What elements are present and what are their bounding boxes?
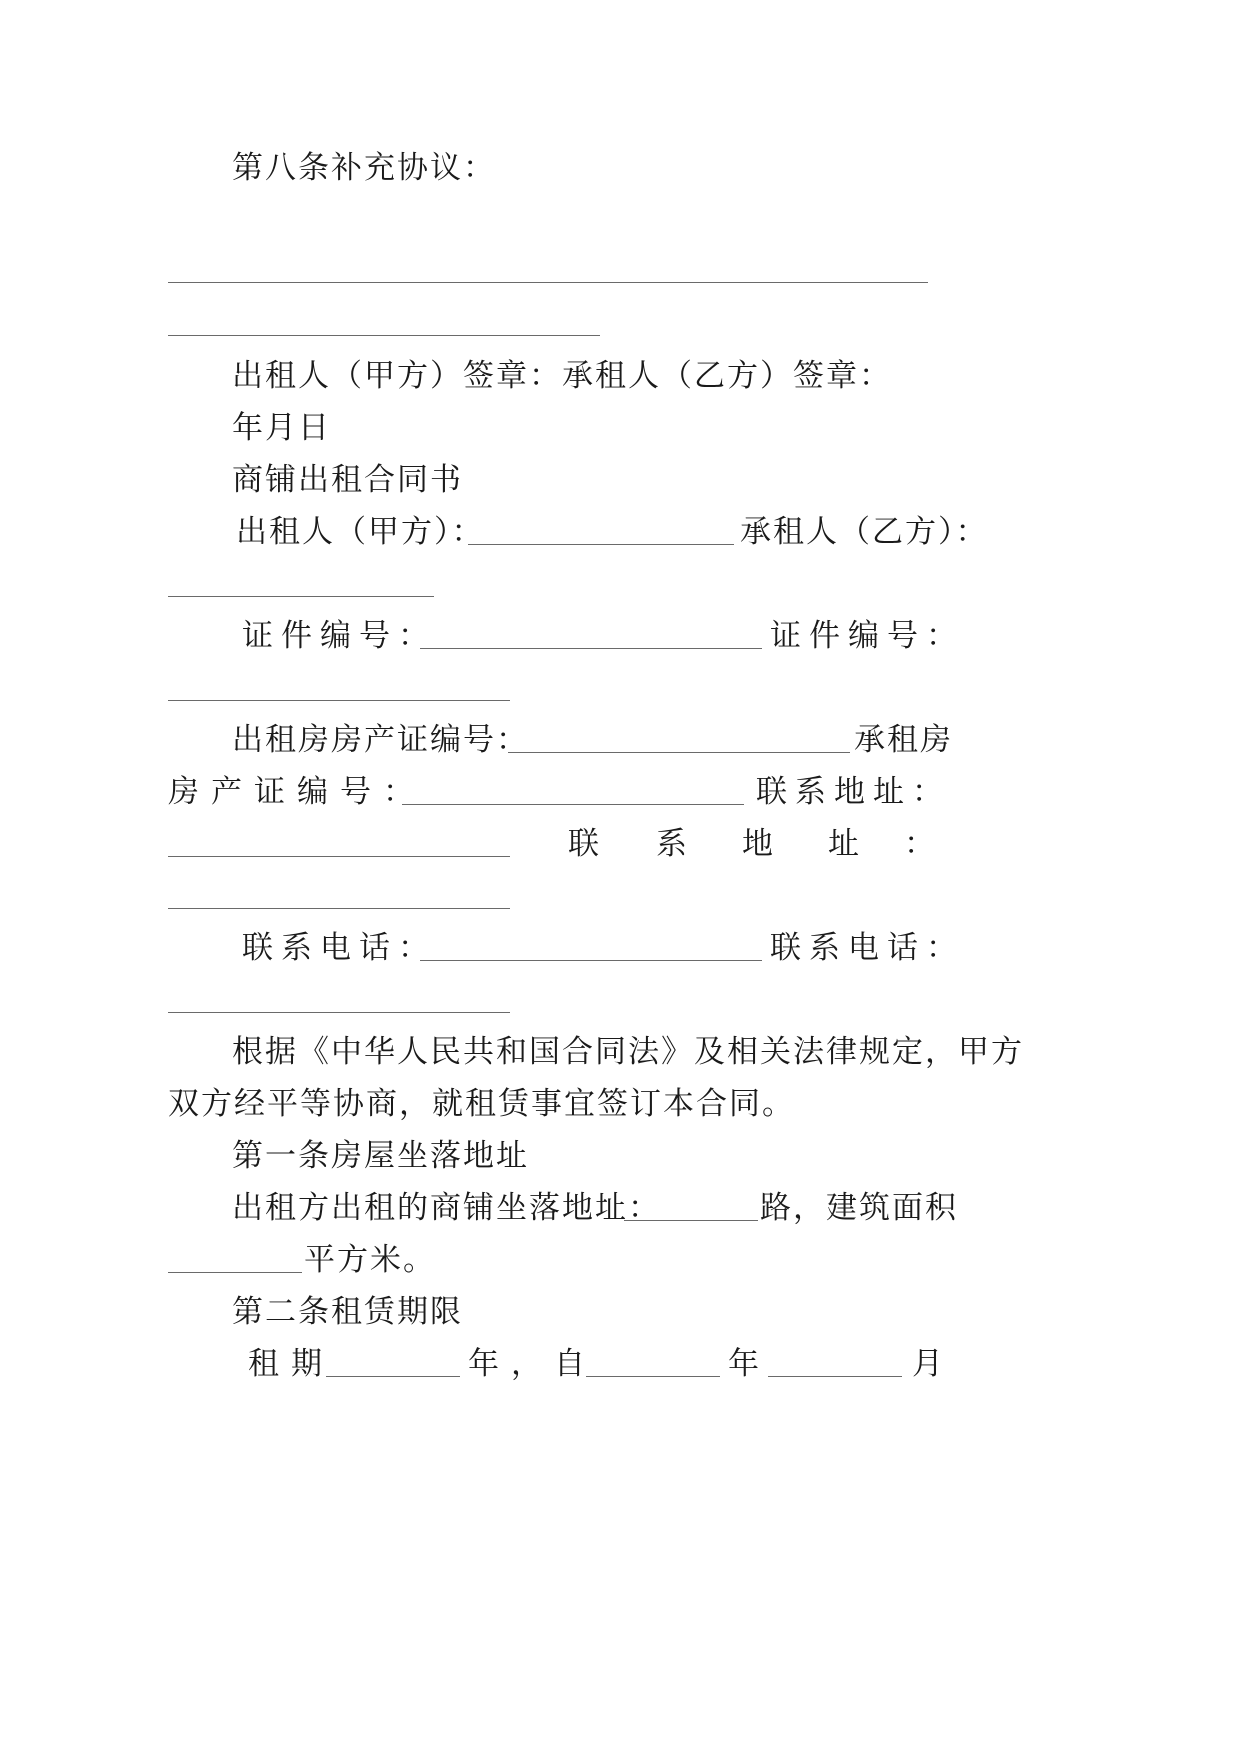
area-unit: 平方米。 — [304, 1242, 436, 1278]
lessor-id-blank[interactable] — [420, 648, 762, 649]
start-month-blank[interactable] — [768, 1376, 902, 1377]
lessee-id-blank[interactable] — [168, 700, 510, 701]
signature-line: 出租人（甲方）签章：承租人（乙方）签章： — [232, 358, 892, 394]
lessor-address-blank[interactable] — [168, 856, 510, 857]
area-blank[interactable] — [168, 1272, 302, 1273]
lessee-address-blank[interactable] — [168, 908, 510, 909]
lessor-id-label: 证件编号： — [242, 618, 437, 654]
lessee-address-char: 系 — [656, 826, 689, 862]
clause-2-heading: 第二条租赁期限 — [232, 1294, 463, 1330]
month-label: 月 — [912, 1346, 945, 1382]
blank-line[interactable] — [168, 335, 600, 336]
lessor-property-cert-blank[interactable] — [508, 752, 850, 753]
blank-line[interactable] — [168, 282, 928, 283]
start-year-blank[interactable] — [586, 1376, 720, 1377]
lessee-address-char: 联 — [568, 826, 601, 862]
lessee-label: 承租人（乙方）： — [740, 514, 989, 550]
lease-years-from-label: 年，自 — [468, 1346, 597, 1382]
road-blank[interactable] — [624, 1220, 758, 1221]
date-line: 年月日 — [232, 410, 331, 446]
lessee-phone-label: 联系电话： — [770, 930, 965, 966]
property-cert-label-cont: 房产证编号： — [168, 774, 426, 810]
preamble-line-1: 根据《中华人民共和国合同法》及相关法律规定，甲方 — [232, 1034, 1024, 1070]
lease-years-blank[interactable] — [326, 1376, 460, 1377]
preamble-line-2: 双方经平等协商，就租赁事宜签订本合同。 — [168, 1086, 795, 1122]
lessor-label: 出租人（甲方）： — [236, 514, 485, 550]
year-label: 年 — [728, 1346, 761, 1382]
lessor-phone-label: 联系电话： — [242, 930, 437, 966]
clause-1-heading: 第一条房屋坐落地址 — [232, 1138, 529, 1174]
lessee-id-label: 证件编号： — [770, 618, 965, 654]
lessee-property-cert-label: 承租房 — [854, 722, 953, 758]
clause-8-heading: 第八条补充协议： — [232, 150, 496, 186]
lessee-blank[interactable] — [168, 596, 434, 597]
lessor-blank[interactable] — [468, 544, 734, 545]
lessee-address-char: 地 — [742, 826, 775, 862]
lessor-address-label: 联系地址： — [756, 774, 951, 810]
lessor-phone-blank[interactable] — [420, 960, 762, 961]
lessee-property-cert-blank[interactable] — [402, 804, 744, 805]
lessee-address-char: 址 — [828, 826, 861, 862]
document-title: 商铺出租合同书 — [232, 462, 463, 498]
shop-address-label: 出租方出租的商铺坐落地址： — [232, 1190, 661, 1226]
lease-term-label: 租期 — [248, 1346, 334, 1382]
road-area-label: 路，建筑面积 — [760, 1190, 958, 1226]
lessor-property-cert-label: 出租房房产证编号： — [232, 722, 529, 758]
lessee-phone-blank[interactable] — [168, 1012, 510, 1013]
lessee-address-char: ： — [904, 826, 937, 862]
